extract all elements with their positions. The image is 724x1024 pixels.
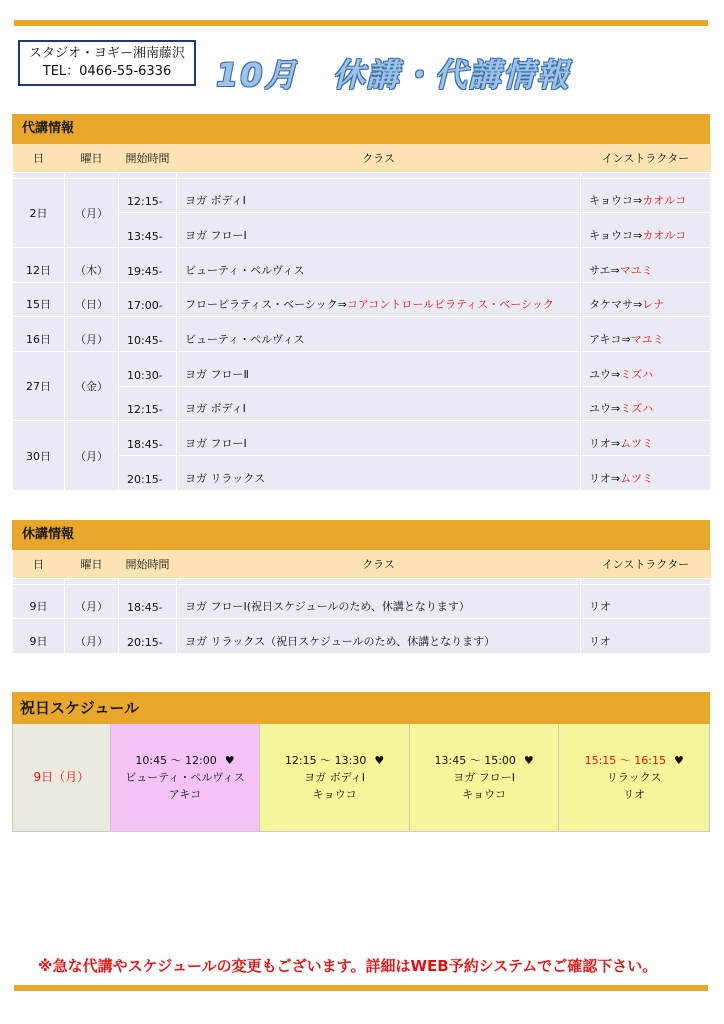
table-row xyxy=(13,282,711,317)
top-rule xyxy=(14,20,708,26)
class-cell: ヨガ ボディⅠ xyxy=(177,386,581,421)
slot-time: 15:15 ～ 16:15 xyxy=(584,754,666,767)
instructor-cell: リオ⇒ムツミ xyxy=(581,421,711,456)
class-cell: ビューティ・ペルヴィス xyxy=(177,317,581,352)
holiday-day: 9日（月） xyxy=(33,770,90,784)
slot-class: ビューティ・ペルヴィス xyxy=(125,771,245,784)
new-instructor: ムツミ xyxy=(620,471,654,485)
instructor-cell: リオ xyxy=(581,619,711,654)
day-cell: 2日 xyxy=(13,178,65,247)
class-cell: ヨガ フローⅡ xyxy=(177,351,581,386)
new-instructor: レナ xyxy=(642,298,665,312)
day-cell: 9日 xyxy=(13,584,65,619)
studio-info-box xyxy=(18,40,196,86)
studio-phone: TEL：0466-55-6336 xyxy=(42,64,172,79)
day-cell: 15日 xyxy=(13,282,65,317)
time-cell: 18:45- xyxy=(119,421,177,456)
class-cell: ヨガ ボディⅠ xyxy=(177,178,581,213)
holiday-title: 祝日スケジュール xyxy=(12,692,710,724)
table-row xyxy=(13,421,711,456)
new-class-name: コアコントロールピラティス・ベーシック xyxy=(346,298,554,312)
col-weekday: 曜日 xyxy=(65,550,119,578)
day-cell: 9日 xyxy=(13,619,65,654)
weekday-cell: （日） xyxy=(65,282,119,317)
studio-name: スタジオ・ヨギー湘南藤沢 xyxy=(28,46,185,61)
time-cell: 13:45- xyxy=(119,213,177,248)
col-instructor: インストラクター xyxy=(581,144,711,172)
new-instructor: マユミ xyxy=(630,332,664,346)
instructor-cell: アキコ⇒マユミ xyxy=(581,317,711,352)
table-row xyxy=(13,351,711,386)
weekday-cell: （月） xyxy=(65,619,119,654)
cancellation-section xyxy=(12,520,710,654)
substitute-table xyxy=(12,144,711,491)
weekday-cell: （月） xyxy=(65,421,119,490)
class-cell: ビューティ・ペルヴィス xyxy=(177,247,581,282)
new-instructor: ミズハ xyxy=(620,402,654,416)
class-cell: ヨガ フローⅠ xyxy=(177,213,581,248)
new-instructor: ミズハ xyxy=(620,367,654,381)
time-cell: 12:15- xyxy=(119,386,177,421)
time-cell: 12:15- xyxy=(119,178,177,213)
holiday-slot xyxy=(111,724,261,831)
instructor-cell: キョウコ⇒カオルコ xyxy=(581,178,711,213)
class-cell: ヨガ リラックス（祝日スケジュールのため、休講となります） xyxy=(177,619,581,654)
weekday-cell: （金） xyxy=(65,351,119,420)
slot-time: 12:15 ～ 13:30 xyxy=(284,754,367,767)
col-instructor: インストラクター xyxy=(581,550,711,578)
table-row xyxy=(13,584,711,619)
slot-instructor: キョウコ xyxy=(462,788,507,801)
col-day: 日 xyxy=(13,550,65,578)
class-cell: フローピラティス・ベーシック⇒コアコントロールピラティス・ベーシック xyxy=(177,282,581,317)
time-cell: 20:15- xyxy=(119,619,177,654)
holiday-schedule-row xyxy=(12,724,710,832)
col-class: クラス xyxy=(177,144,581,172)
cancellation-title: 休講情報 xyxy=(12,520,710,550)
new-instructor: カオルコ xyxy=(642,194,687,208)
instructor-cell: リオ xyxy=(581,584,711,619)
time-cell: 10:30- xyxy=(119,351,177,386)
slot-instructor: キョウコ xyxy=(312,788,357,801)
col-weekday: 曜日 xyxy=(65,144,119,172)
day-cell: 16日 xyxy=(13,317,65,352)
holiday-section xyxy=(12,692,710,832)
heart-icon: ♥ xyxy=(374,754,385,767)
slot-time: 10:45 ～ 12:00 xyxy=(135,754,217,767)
slot-class: ヨガ フローⅠ xyxy=(453,771,516,784)
time-cell: 17:00- xyxy=(119,282,177,317)
footer-notice: ※急な代講やスケジュールの変更もございます。詳細はWEB予約システムでご確認下さい。 xyxy=(38,957,658,975)
weekday-cell: （月） xyxy=(65,178,119,247)
weekday-cell: （月） xyxy=(65,584,119,619)
time-cell: 10:45- xyxy=(119,317,177,352)
day-cell: 30日 xyxy=(13,421,65,490)
holiday-slot xyxy=(410,724,560,831)
time-cell: 20:15- xyxy=(119,456,177,491)
instructor-cell: キョウコ⇒カオルコ xyxy=(581,213,711,248)
heart-icon: ♥ xyxy=(224,754,235,767)
slot-class: リラックス xyxy=(606,771,662,784)
instructor-cell: ユウ⇒ミズハ xyxy=(581,386,711,421)
table-row xyxy=(13,178,711,213)
heart-icon: ♥ xyxy=(674,754,684,767)
cancellation-header-row xyxy=(13,550,711,578)
table-row xyxy=(13,619,711,654)
col-time: 開始時間 xyxy=(119,144,177,172)
instructor-cell: ユウ⇒ミズハ xyxy=(581,351,711,386)
class-cell: ヨガ フローⅠ(祝日スケジュールのため、休講となります） xyxy=(177,584,581,619)
instructor-cell: サエ⇒マユミ xyxy=(581,247,711,282)
instructor-cell: タケマサ⇒レナ xyxy=(581,282,711,317)
time-cell: 18:45- xyxy=(119,584,177,619)
class-cell: ヨガ リラックス xyxy=(177,456,581,491)
holiday-slot xyxy=(260,724,410,831)
weekday-cell: （木） xyxy=(65,247,119,282)
weekday-cell: （月） xyxy=(65,317,119,352)
time-cell: 19:45- xyxy=(119,247,177,282)
class-cell: ヨガ フローⅠ xyxy=(177,421,581,456)
bottom-rule xyxy=(14,985,708,991)
substitute-title: 代講情報 xyxy=(12,114,710,144)
day-cell: 12日 xyxy=(13,247,65,282)
new-instructor: マユミ xyxy=(619,263,653,277)
slot-instructor: リオ xyxy=(623,788,646,801)
holiday-slot xyxy=(559,724,709,831)
substitute-header-row xyxy=(13,144,711,172)
cancellation-table xyxy=(12,550,711,654)
substitute-section xyxy=(12,114,710,491)
slot-instructor: アキコ xyxy=(168,788,202,801)
page-title: 10月 休講・代講情報 xyxy=(216,56,571,94)
day-cell: 27日 xyxy=(13,351,65,420)
new-instructor: ムツミ xyxy=(620,437,654,450)
table-row xyxy=(13,317,711,352)
instructor-cell: リオ⇒ムツミ xyxy=(581,456,711,491)
col-day: 日 xyxy=(13,144,65,172)
table-row xyxy=(13,247,711,282)
heart-icon: ♥ xyxy=(523,754,534,767)
col-time: 開始時間 xyxy=(119,550,177,578)
slot-time: 13:45 ～ 15:00 xyxy=(434,754,516,767)
holiday-day-cell xyxy=(13,724,111,831)
new-instructor: カオルコ xyxy=(642,228,687,242)
col-class: クラス xyxy=(177,550,581,578)
slot-class: ヨガ ボディⅠ xyxy=(304,771,366,784)
